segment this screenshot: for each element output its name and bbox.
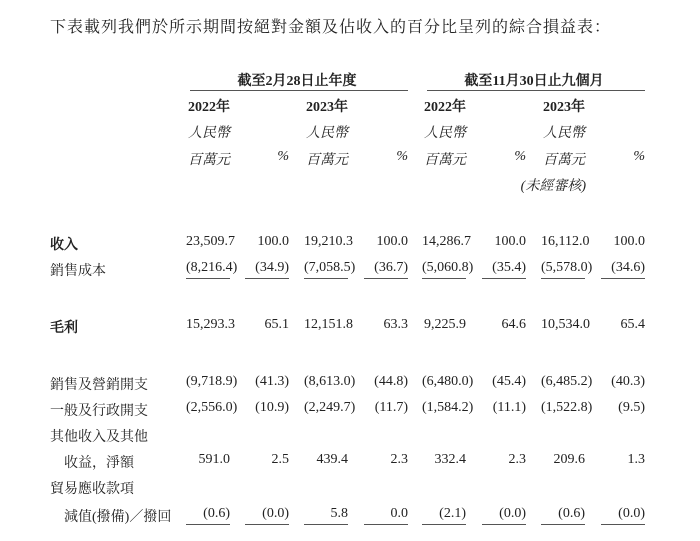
row-label: 收入 — [50, 238, 78, 253]
percent-label: % — [633, 149, 645, 164]
unit-label: 百萬元 — [543, 153, 585, 168]
table-cell: 100.0 — [376, 234, 408, 249]
table-cell: (34.6) — [601, 260, 645, 279]
group-header-nine-months: 截至11月30日止九個月 — [464, 74, 604, 89]
table-cell: 23,509.7 — [186, 234, 235, 249]
percent-label: % — [514, 149, 526, 164]
table-cell: (41.3) — [255, 374, 289, 389]
table-cell: (35.4) — [482, 260, 526, 279]
percent-label: % — [277, 149, 289, 164]
table-cell: (36.7) — [364, 260, 408, 279]
table-cell: 2.3 — [390, 452, 408, 467]
table-cell: 2.5 — [271, 452, 289, 467]
table-cell: (0.0) — [482, 506, 526, 525]
table-cell: 439.4 — [316, 452, 348, 467]
table-cell: (10.9) — [255, 400, 289, 415]
year-header: 2022年 — [188, 100, 230, 115]
table-cell: 65.4 — [620, 317, 645, 332]
row-label: 其他收入及其他 — [50, 430, 148, 445]
unaudited-label: (未經審核) — [520, 179, 586, 194]
table-cell: (8,216.4) — [186, 260, 230, 279]
table-cell: 100.0 — [494, 234, 526, 249]
table-cell: (6,485.2) — [541, 374, 593, 389]
table-cell: 209.6 — [553, 452, 585, 467]
table-cell: 591.0 — [198, 452, 230, 467]
table-cell: (0.6) — [541, 506, 585, 525]
table-cell: 15,293.3 — [186, 317, 235, 332]
unit-label: 百萬元 — [424, 153, 466, 168]
unit-label: 百萬元 — [188, 153, 230, 168]
table-cell: 10,534.0 — [541, 317, 590, 332]
currency-label: 人民幣 — [543, 126, 585, 141]
table-cell: (0.0) — [245, 506, 289, 525]
year-header: 2022年 — [424, 100, 466, 115]
table-cell: (9.5) — [618, 400, 645, 415]
table-cell: 332.4 — [434, 452, 466, 467]
table-cell: (34.9) — [245, 260, 289, 279]
table-cell: (6,480.0) — [422, 374, 474, 389]
table-cell: (2,556.0) — [186, 400, 238, 415]
table-cell: 14,286.7 — [422, 234, 471, 249]
currency-label: 人民幣 — [188, 126, 230, 141]
table-cell: 5.8 — [304, 506, 348, 525]
table-cell: (40.3) — [611, 374, 645, 389]
table-cell: (44.8) — [374, 374, 408, 389]
table-cell: 65.1 — [264, 317, 289, 332]
table-cell: (1,522.8) — [541, 400, 593, 415]
intro-text: 下表載列我們於所示期間按絕對金額及佔收入的百分比呈列的綜合損益表： — [50, 19, 612, 36]
table-cell: (8,613.0) — [304, 374, 356, 389]
table-cell: (7,058.5) — [304, 260, 348, 279]
group-header-fiscal-year: 截至2月28日止年度 — [237, 74, 357, 89]
row-label: 貿易應收款項 — [50, 482, 134, 497]
table-cell: (11.7) — [374, 400, 408, 415]
table-cell: (9,718.9) — [186, 374, 238, 389]
group-divider — [427, 90, 645, 91]
row-label: 收益，淨額 — [64, 456, 134, 471]
year-header: 2023年 — [543, 100, 585, 115]
currency-label: 人民幣 — [424, 126, 466, 141]
table-cell: 100.0 — [257, 234, 289, 249]
table-cell: 64.6 — [501, 317, 526, 332]
row-label: 銷售及營銷開支 — [50, 378, 148, 393]
row-label: 毛利 — [50, 321, 78, 336]
row-label: 一般及行政開支 — [50, 404, 148, 419]
table-cell: (5,578.0) — [541, 260, 585, 279]
row-label: 減值(撥備)／撥回 — [64, 510, 172, 525]
table-cell: 19,210.3 — [304, 234, 353, 249]
percent-label: % — [396, 149, 408, 164]
year-header: 2023年 — [306, 100, 348, 115]
table-cell: 0.0 — [364, 506, 408, 525]
table-cell: (45.4) — [492, 374, 526, 389]
table-cell: (0.6) — [186, 506, 230, 525]
table-cell: (2.1) — [422, 506, 466, 525]
table-cell: 9,225.9 — [424, 317, 466, 332]
group-divider — [190, 90, 408, 91]
table-cell: 1.3 — [627, 452, 645, 467]
table-cell: (5,060.8) — [422, 260, 466, 279]
table-cell: 12,151.8 — [304, 317, 353, 332]
table-cell: (11.1) — [492, 400, 526, 415]
table-cell: (2,249.7) — [304, 400, 356, 415]
table-cell: 16,112.0 — [541, 234, 590, 249]
table-cell: 63.3 — [383, 317, 408, 332]
currency-label: 人民幣 — [306, 126, 348, 141]
table-cell: (1,584.2) — [422, 400, 474, 415]
table-cell: (0.0) — [601, 506, 645, 525]
table-cell: 100.0 — [613, 234, 645, 249]
table-cell: 2.3 — [508, 452, 526, 467]
unit-label: 百萬元 — [306, 153, 348, 168]
row-label: 銷售成本 — [50, 264, 106, 279]
